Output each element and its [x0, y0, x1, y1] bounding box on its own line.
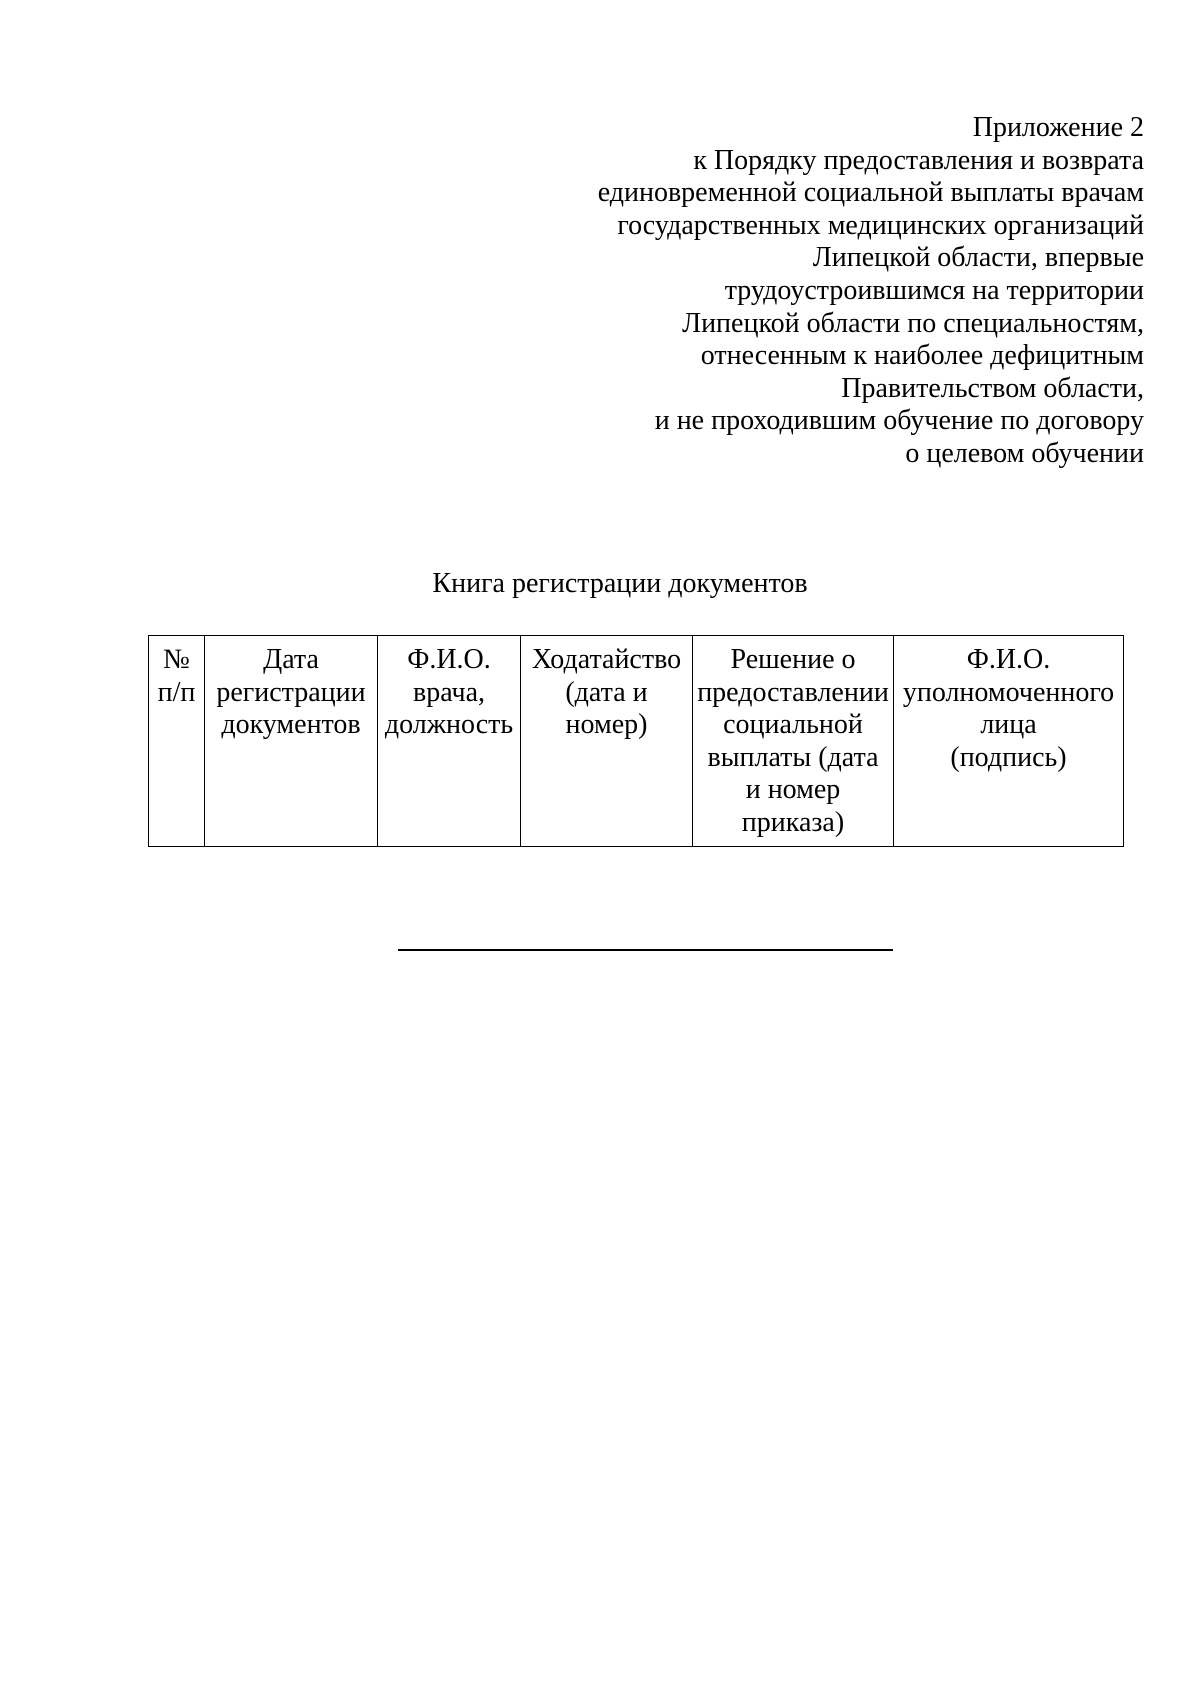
header-line: предоставлении	[697, 676, 889, 708]
header-line: Ф.И.О.	[407, 644, 491, 675]
annex-line: государственных медицинских организаций	[617, 209, 1144, 241]
annex-header	[504, 112, 1144, 471]
header-line: должность	[384, 709, 514, 741]
document-title: Книга регистрации документов	[432, 568, 808, 599]
annex-line: о целевом обучении	[905, 437, 1144, 469]
annex-line: трудоустроившимся на территории	[724, 274, 1144, 306]
header-line: Дата	[263, 644, 319, 675]
header-line: Решение о	[730, 644, 856, 675]
header-line: и номер	[745, 774, 841, 806]
header-line: Ф.И.О.	[966, 644, 1051, 675]
header-line: приказа)	[741, 806, 845, 838]
header-line: №	[163, 644, 190, 675]
header-line: регистрации	[216, 676, 366, 708]
annex-line: отнесенным к наиболее дефицитным	[700, 340, 1144, 372]
closing-divider	[398, 949, 893, 951]
column-header-registration-date	[205, 636, 378, 847]
annex-line: Правительством области,	[841, 372, 1144, 404]
column-header-doctor-name	[378, 636, 521, 847]
annex-line: и не проходившим обучение по договору	[654, 405, 1144, 437]
annex-line: единовременной социальной выплаты врачам	[597, 177, 1144, 209]
header-line: врача,	[412, 676, 486, 708]
annex-line: Липецкой области по специальностям,	[682, 307, 1144, 339]
header-line: Ходатайство	[531, 644, 682, 675]
column-header-petition	[521, 636, 693, 847]
column-header-number	[149, 636, 205, 847]
header-line: номер)	[565, 709, 648, 741]
registration-table	[148, 635, 1124, 847]
header-line: уполномоченного	[902, 676, 1115, 708]
header-line: выплаты (дата	[707, 741, 879, 773]
annex-line: Приложение 2	[972, 112, 1144, 143]
header-line: социальной	[723, 709, 863, 741]
header-line: лица	[980, 709, 1037, 741]
annex-line: Липецкой области, впервые	[812, 242, 1144, 274]
header-line: (подпись)	[950, 741, 1067, 773]
column-header-authorized-person	[894, 636, 1124, 847]
header-line: п/п	[157, 676, 196, 708]
table-header-row	[149, 636, 1124, 847]
header-line: документов	[221, 709, 361, 741]
header-line: (дата и	[565, 676, 648, 708]
annex-line: к Порядку предоставления и возврата	[693, 144, 1144, 176]
column-header-decision	[693, 636, 894, 847]
